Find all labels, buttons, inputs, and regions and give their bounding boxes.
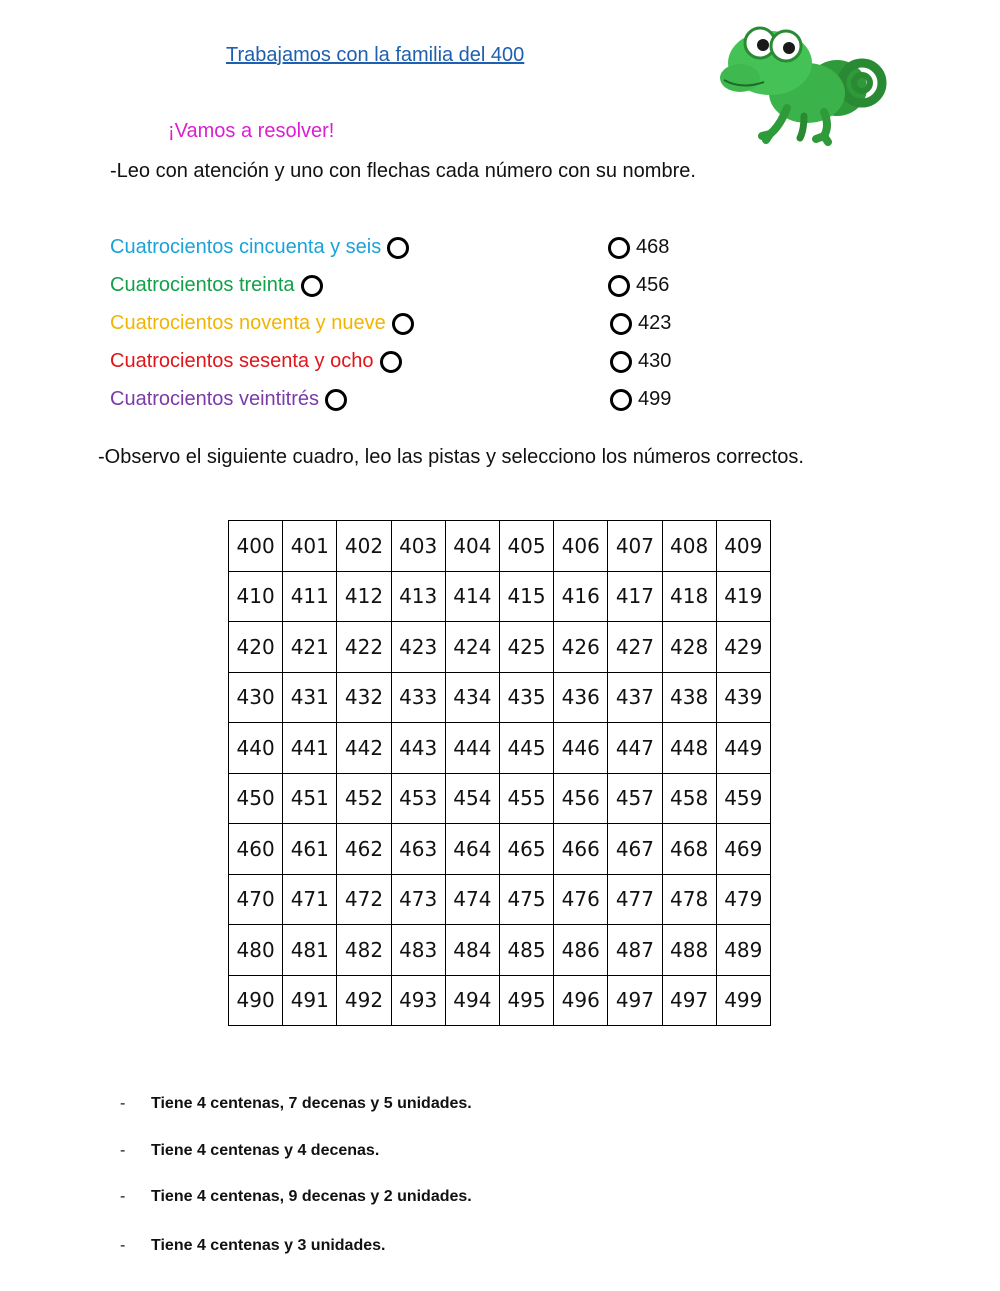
number-text: 456 xyxy=(636,274,670,296)
grid-cell[interactable]: 463 xyxy=(391,824,445,875)
grid-row xyxy=(229,925,771,976)
grid-cell[interactable]: 430 xyxy=(229,672,283,723)
connect-circle-left[interactable] xyxy=(387,237,409,259)
name-item xyxy=(110,388,347,411)
grid-cell[interactable]: 439 xyxy=(716,672,770,723)
name-text: Cuatrocientos treinta xyxy=(110,274,295,296)
clue-item xyxy=(120,1095,472,1113)
number-item xyxy=(608,236,669,259)
grid-cell[interactable]: 407 xyxy=(608,521,662,572)
grid-cell[interactable]: 419 xyxy=(716,571,770,622)
grid-cell[interactable]: 411 xyxy=(283,571,337,622)
subtitle: ¡Vamos a resolver! xyxy=(168,120,335,142)
clue-dash: - xyxy=(120,1237,126,1254)
number-item xyxy=(610,350,671,373)
grid-cell[interactable]: 492 xyxy=(337,975,391,1026)
grid-cell[interactable]: 414 xyxy=(445,571,499,622)
name-text: Cuatrocientos noventa y nueve xyxy=(110,312,386,334)
connect-circle-left[interactable] xyxy=(392,313,414,335)
connect-circle-right[interactable] xyxy=(610,313,632,335)
grid-cell[interactable]: 452 xyxy=(337,773,391,824)
clue-text: Tiene 4 centenas, 9 decenas y 2 unidades. xyxy=(151,1188,472,1205)
name-item xyxy=(110,312,414,335)
grid-row xyxy=(229,874,771,925)
clue-item xyxy=(120,1188,472,1206)
grid-cell[interactable]: 420 xyxy=(229,622,283,673)
grid-cell[interactable]: 438 xyxy=(662,672,716,723)
grid-cell[interactable]: 497 xyxy=(662,975,716,1026)
grid-cell[interactable]: 484 xyxy=(445,925,499,976)
grid-cell[interactable]: 486 xyxy=(554,925,608,976)
grid-cell[interactable]: 494 xyxy=(445,975,499,1026)
number-item xyxy=(610,312,671,335)
grid-cell[interactable]: 480 xyxy=(229,925,283,976)
grid-cell[interactable]: 454 xyxy=(445,773,499,824)
grid-cell[interactable]: 447 xyxy=(608,723,662,774)
grid-cell[interactable]: 422 xyxy=(337,622,391,673)
name-text: Cuatrocientos cincuenta y seis xyxy=(110,236,382,258)
grid-row xyxy=(229,773,771,824)
instruction-observe: -Observo el siguiente cuadro, leo las pistas y selecciono los números correctos. xyxy=(98,446,804,468)
worksheet-title: Trabajamos con la familia del 400 xyxy=(226,44,525,66)
grid-cell[interactable]: 434 xyxy=(445,672,499,723)
grid-cell[interactable]: 418 xyxy=(662,571,716,622)
grid-cell[interactable]: 474 xyxy=(445,874,499,925)
grid-cell[interactable]: 437 xyxy=(608,672,662,723)
grid-cell[interactable]: 448 xyxy=(662,723,716,774)
grid-cell[interactable]: 428 xyxy=(662,622,716,673)
connect-circle-right[interactable] xyxy=(608,237,630,259)
connect-circle-left[interactable] xyxy=(380,351,402,373)
grid-cell[interactable]: 451 xyxy=(283,773,337,824)
grid-cell[interactable]: 487 xyxy=(608,925,662,976)
grid-cell[interactable]: 416 xyxy=(554,571,608,622)
grid-row xyxy=(229,672,771,723)
grid-cell[interactable]: 459 xyxy=(716,773,770,824)
grid-cell[interactable]: 464 xyxy=(445,824,499,875)
grid-cell[interactable]: 473 xyxy=(391,874,445,925)
clue-text: Tiene 4 centenas y 3 unidades. xyxy=(151,1237,386,1254)
grid-cell[interactable]: 453 xyxy=(391,773,445,824)
grid-cell[interactable]: 421 xyxy=(283,622,337,673)
grid-cell[interactable]: 412 xyxy=(337,571,391,622)
grid-cell[interactable]: 432 xyxy=(337,672,391,723)
clue-dash: - xyxy=(120,1142,126,1159)
number-item xyxy=(610,388,671,411)
grid-cell[interactable]: 462 xyxy=(337,824,391,875)
number-item xyxy=(608,274,669,297)
grid-cell[interactable]: 466 xyxy=(554,824,608,875)
grid-cell[interactable]: 497 xyxy=(608,975,662,1026)
grid-cell[interactable]: 479 xyxy=(716,874,770,925)
grid-cell[interactable]: 499 xyxy=(716,975,770,1026)
grid-cell[interactable]: 468 xyxy=(662,824,716,875)
grid-cell[interactable]: 401 xyxy=(283,521,337,572)
grid-cell[interactable]: 406 xyxy=(554,521,608,572)
grid-cell[interactable]: 470 xyxy=(229,874,283,925)
grid-cell[interactable]: 424 xyxy=(445,622,499,673)
number-text: 430 xyxy=(638,350,672,372)
grid-cell[interactable]: 445 xyxy=(499,723,553,774)
grid-cell[interactable]: 467 xyxy=(608,824,662,875)
grid-cell[interactable]: 417 xyxy=(608,571,662,622)
grid-cell[interactable]: 478 xyxy=(662,874,716,925)
grid-cell[interactable]: 488 xyxy=(662,925,716,976)
grid-cell[interactable]: 408 xyxy=(662,521,716,572)
grid-cell[interactable]: 477 xyxy=(608,874,662,925)
number-text: 468 xyxy=(636,236,670,258)
grid-cell[interactable]: 423 xyxy=(391,622,445,673)
grid-cell[interactable]: 493 xyxy=(391,975,445,1026)
grid-cell[interactable]: 476 xyxy=(554,874,608,925)
grid-cell[interactable]: 483 xyxy=(391,925,445,976)
grid-cell[interactable]: 441 xyxy=(283,723,337,774)
grid-cell[interactable]: 449 xyxy=(716,723,770,774)
grid-cell[interactable]: 496 xyxy=(554,975,608,1026)
grid-cell[interactable]: 404 xyxy=(445,521,499,572)
grid-cell[interactable]: 400 xyxy=(229,521,283,572)
grid-cell[interactable]: 490 xyxy=(229,975,283,1026)
grid-cell[interactable]: 461 xyxy=(283,824,337,875)
grid-cell[interactable]: 491 xyxy=(283,975,337,1026)
grid-cell[interactable]: 410 xyxy=(229,571,283,622)
connect-circle-left[interactable] xyxy=(325,389,347,411)
grid-cell[interactable]: 495 xyxy=(499,975,553,1026)
grid-cell[interactable]: 443 xyxy=(391,723,445,774)
grid-row xyxy=(229,521,771,572)
grid-row xyxy=(229,622,771,673)
grid-cell[interactable]: 440 xyxy=(229,723,283,774)
connect-circle-left[interactable] xyxy=(301,275,323,297)
instruction-match: -Leo con atención y uno con flechas cada número con su nombre. xyxy=(110,160,696,182)
grid-cell[interactable]: 435 xyxy=(499,672,553,723)
name-item xyxy=(110,350,402,373)
grid-cell[interactable]: 458 xyxy=(662,773,716,824)
clue-dash: - xyxy=(120,1095,126,1112)
grid-cell[interactable]: 465 xyxy=(499,824,553,875)
clue-text: Tiene 4 centenas, 7 decenas y 5 unidades. xyxy=(151,1095,472,1112)
grid-cell[interactable]: 425 xyxy=(499,622,553,673)
grid-cell[interactable]: 405 xyxy=(499,521,553,572)
grid-cell[interactable]: 446 xyxy=(554,723,608,774)
grid-cell[interactable]: 444 xyxy=(445,723,499,774)
grid-cell[interactable]: 460 xyxy=(229,824,283,875)
grid-cell[interactable]: 429 xyxy=(716,622,770,673)
grid-cell[interactable]: 426 xyxy=(554,622,608,673)
grid-cell[interactable]: 471 xyxy=(283,874,337,925)
grid-cell[interactable]: 481 xyxy=(283,925,337,976)
grid-cell[interactable]: 482 xyxy=(337,925,391,976)
grid-row xyxy=(229,571,771,622)
grid-row xyxy=(229,723,771,774)
grid-cell[interactable]: 442 xyxy=(337,723,391,774)
chameleon-illustration xyxy=(712,8,892,148)
grid-cell[interactable]: 456 xyxy=(554,773,608,824)
grid-cell[interactable]: 431 xyxy=(283,672,337,723)
connect-circle-right[interactable] xyxy=(610,389,632,411)
grid-cell[interactable]: 475 xyxy=(499,874,553,925)
grid-cell[interactable]: 450 xyxy=(229,773,283,824)
grid-cell[interactable]: 485 xyxy=(499,925,553,976)
grid-cell[interactable]: 457 xyxy=(608,773,662,824)
grid-cell[interactable]: 415 xyxy=(499,571,553,622)
grid-cell[interactable]: 469 xyxy=(716,824,770,875)
grid-row xyxy=(229,975,771,1026)
grid-row xyxy=(229,824,771,875)
name-text: Cuatrocientos sesenta y ocho xyxy=(110,350,374,372)
grid-cell[interactable]: 427 xyxy=(608,622,662,673)
number-grid xyxy=(228,520,771,1026)
clue-text: Tiene 4 centenas y 4 decenas. xyxy=(151,1142,380,1159)
connect-circle-right[interactable] xyxy=(610,351,632,373)
grid-cell[interactable]: 433 xyxy=(391,672,445,723)
name-item xyxy=(110,274,323,297)
clue-dash: - xyxy=(120,1188,126,1205)
connect-circle-right[interactable] xyxy=(608,275,630,297)
grid-cell[interactable]: 402 xyxy=(337,521,391,572)
grid-cell[interactable]: 413 xyxy=(391,571,445,622)
grid-cell[interactable]: 403 xyxy=(391,521,445,572)
clue-item xyxy=(120,1142,379,1160)
name-text: Cuatrocientos veintitrés xyxy=(110,388,319,410)
grid-cell[interactable]: 436 xyxy=(554,672,608,723)
name-item xyxy=(110,236,409,259)
clue-item xyxy=(120,1237,385,1255)
number-text: 499 xyxy=(638,388,672,410)
number-text: 423 xyxy=(638,312,672,334)
grid-cell[interactable]: 489 xyxy=(716,925,770,976)
grid-cell[interactable]: 472 xyxy=(337,874,391,925)
grid-cell[interactable]: 455 xyxy=(499,773,553,824)
grid-cell[interactable]: 409 xyxy=(716,521,770,572)
